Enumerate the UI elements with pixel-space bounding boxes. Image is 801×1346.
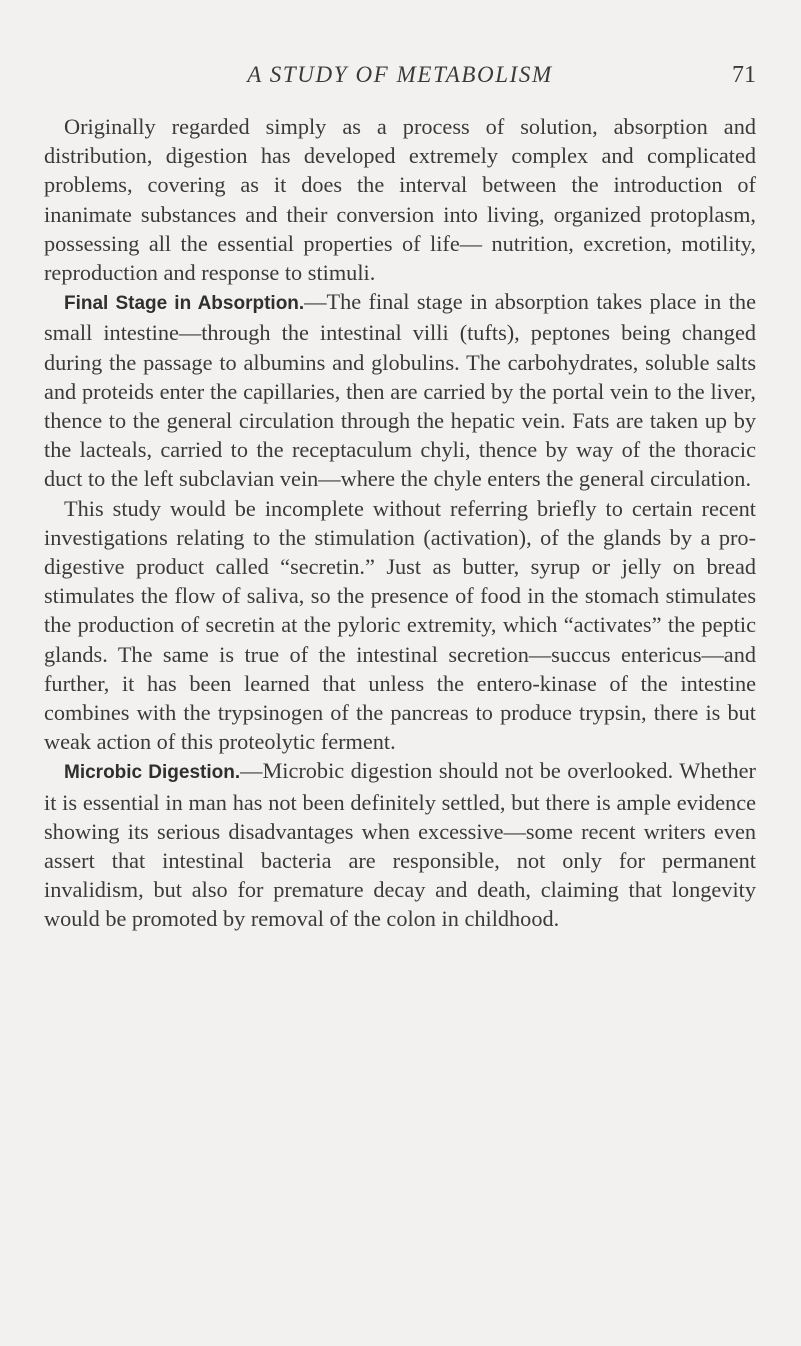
book-page [44, 62, 756, 934]
paragraph-3 [44, 494, 756, 757]
paragraph-2 [44, 287, 756, 493]
running-title: A STUDY OF METABOLISM [247, 62, 553, 87]
paragraph-3-text: This study would be incomplete without referring briefly to certain recent investigations relating to the stimulation (activation), of the glands by a pro-digestive product called “secretin.” Just as butter, syrup or jelly on bread stimulates the flow of saliva, so the presence of food in the stomach stimulates the production of secretin at the pyloric extremity, which “activates” the peptic glands. The same is true of the intestinal secretion—succus entericus—and further, it has been learned that unless the entero-kinase of the intestine combines with the trypsinogen of the pancreas to produce trypsin, there is but weak action of this proteolytic ferment. [44, 495, 756, 755]
page-number: 71 [732, 62, 756, 88]
section-heading-final-stage: Final Stage in Absorption. [64, 293, 305, 315]
body-text [44, 112, 756, 934]
running-head [44, 62, 756, 102]
section-heading-microbic-digestion: Microbic Digestion. [64, 762, 241, 784]
paragraph-1 [44, 112, 756, 287]
paragraph-4 [44, 756, 756, 933]
paragraph-1-text: Originally regarded simply as a process of solution, absorption and distribution, digestion has developed extremely complex and complicated problems, covering as it does the interval between the introduction of inanimate substances and their conversion into living, organized protoplasm, possessing all the essential properties of life— nutrition, excretion, motility, reproduction and response to stimuli. [44, 114, 756, 286]
paragraph-2-text: —The final stage in absorption takes place in the small intestine—through the intestinal villi (tufts), peptones being changed during the passage to albumins and globulins. The carbohydrates, soluble salts and proteids enter the capillaries, then are carried by the portal vein to the liver, thence to the general circulation through the hepatic vein. Fats are taken up by the lacteals, carried to the receptaculum chyli, thence by way of the thoracic duct to the left subclavian vein—where the chyle enters the general circulation. [44, 289, 756, 492]
paragraph-4-text: —Microbic digestion should not be overlooked. Whether it is essential in man has not been definitely settled, but there is ample evidence showing its serious disadvantages when excessive—some recent writers even assert that intestinal bacteria are responsible, not only for permanent invalidism, but also for premature decay and death, claiming that longevity would be promoted by removal of the colon in childhood. [44, 758, 756, 932]
